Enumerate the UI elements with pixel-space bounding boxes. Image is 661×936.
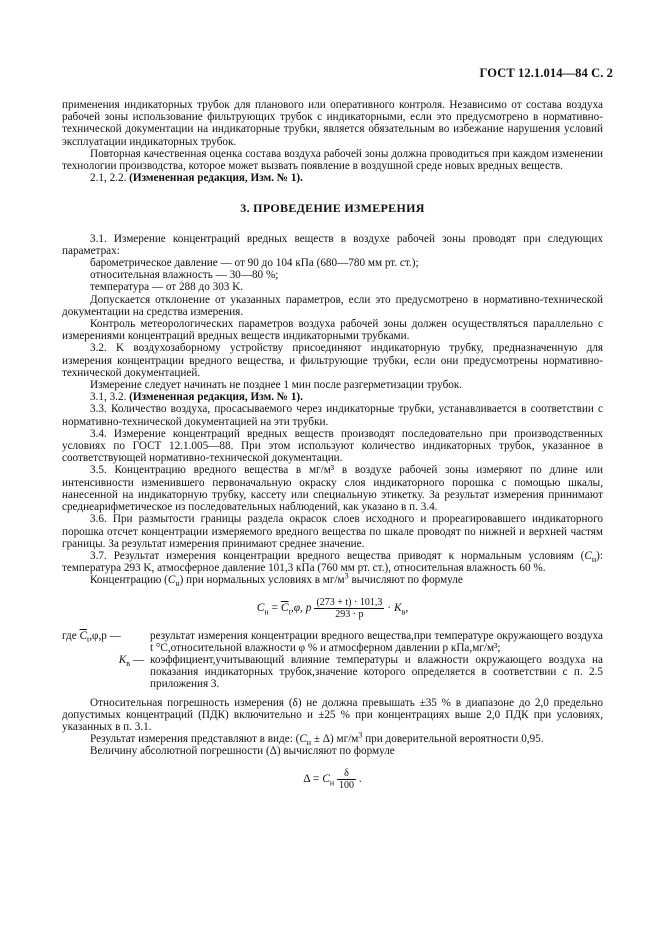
paragraph-abs-error: Величину абсолютной погрешности (Δ) вычисляют по формуле: [90, 745, 395, 758]
paragraph-3-3: 3.3. Количество воздуха, просасываемого через индикаторные трубки, устанавливается в соответствии с нормативно-технической документацией на эти трубки.: [62, 403, 603, 428]
paragraph-repeat-assessment: Повторная качественная оценка состава воздуха рабочей зоны должна проводиться при каждом изменении технологии производства, которое может вызвать появление в воздушной среде новых вредных веществ.: [62, 147, 603, 173]
document-body: [62, 99, 603, 801]
edit-note-bold: (Измененная редакция, Изм. № 1).: [129, 172, 303, 185]
page-header: ГОСТ 12.1.014—84 С. 2: [479, 66, 613, 80]
definition-term-kv: $K_в$ —: [118, 653, 144, 669]
edit-note-prefix: 3.1, 3.2.: [90, 391, 130, 404]
paragraph-result-form: Результат измерения представляют в виде: $(C_н \pm \Delta)$ $мг/м^3$ при доверительной вероятности 0,95.: [90, 730, 544, 748]
param-humidity: относительная влажность — 30—80 %;: [90, 269, 279, 282]
paragraph-3-2: 3.2. K воздухозаборному устройству присоединяют индикаторную трубку, предназначенную для измерения концентрации вредного вещества, и фильтрующие трубки, если они предусмотрены нормативно-технической документацией.: [62, 342, 603, 379]
paragraph-3-5: 3.5. Концентрацию вредного вещества в мг/м³ в воздухе рабочей зоны измеряют по длине или интенсивности изменившего первоначальную окраску слоя индикаторного порошка с помощью шкалы, нанесенной на индикаторную трубку, кассету или специальную этикетку. За результат измерения принимают среднеарифметическое из последовательных наблюдений, как указано в п. 3.4.: [62, 464, 603, 514]
paragraph-relative-error: Относительная погрешность измерения (δ) не должна превышать ±35 % в диапазоне до 2,0 предельно допустимых концентраций (ПДК) включительно и ±25 % при концентрациях выше 2,0 ПДК при условиях, указанных в п. 3.1.: [62, 696, 603, 733]
paragraph-continuation: применения индикаторных трубок для планового или оперативного контроля. Независимо от состава воздуха рабочей зоны использование фильтрующих трубок с индикаторными, если это предусмотрено в нормативно-технической документации на индикаторные трубки, является обязательным во избежание нарушения условий эксплуатации индикаторных трубок.: [62, 99, 603, 148]
paragraph-deviation: Допускается отклонение от указанных параметров, если это предусмотрено в нормативно-технической документации на средства измерения.: [62, 293, 603, 318]
formula-definitions: [62, 630, 603, 691]
definition-term-ct: где $\overline{C}_t,\varphi,p$ —: [62, 629, 121, 644]
param-temperature: температура — от 288 до 303 K.: [90, 281, 244, 294]
formula-abs-error: $\Delta = C_н$ $\frac{\delta}{100}$ .: [303, 767, 362, 791]
section-title: 3. ПРОВЕДЕНИЕ ИЗМЕРЕНИЯ: [240, 201, 425, 216]
paragraph-3-6: 3.6. При размытости границы раздела окрасок слоев исходного и прореагировавшего индикаторного порошка отсчет концентрации измеряемого вредного вещества по шкале проводят по нижней и верхней частям границы. За результат измерения принимают среднее значение.: [62, 513, 603, 550]
formula-fraction: $\frac{\delta}{100}$: [339, 767, 355, 791]
paragraph-meteo-control: Контроль метеорологических параметров воздуха рабочей зоны должен осуществляться параллельно с измерениями концентраций вредных веществ индикаторными трубками.: [62, 318, 603, 343]
formula-intro: Концентрацию $(C_н)$ при нормальных условиях в $мг/м^3$ вычисляют по формуле: [90, 571, 463, 589]
edit-note-prefix: 2.1, 2.2.: [90, 172, 130, 185]
edit-note-2-1-2-2: [62, 172, 603, 184]
param-pressure: барометрическое давление — от 90 до 104 кПа (680—780 мм рт. ст.);: [90, 257, 419, 270]
definition-desc-kv: коэффициент,учитывающий влияние температуры и влажности окружающего воздуха на показания индикаторных трубок,значение которого определяется в соответствии с п. 2.5 приложения 3.: [150, 653, 603, 691]
paragraph-3-7: 3.7. Результат измерения концентрации вредного вещества приводят к нормальным условиям $(C_н)$: температура 293 K, атмосферное давление 101,3 кПа (760 мм рт. ст.), относительная влажность 60 %.: [62, 549, 603, 575]
formula-normal-conditions: $C_н = \overline{C}_t,\varphi$, p $\frac{(273 + t) \cdot 101,3}{293 \cdot p}$ · $K_в$,: [256, 596, 409, 620]
formula-fraction: $\frac{(273 + t) \cdot 101,3}{293 \cdot p}$: [316, 596, 383, 620]
edit-note-bold: (Измененная редакция, Изм. № 1).: [129, 391, 303, 404]
paragraph-start-time: Измерение следует начинать не позднее 1 мин после разгерметизации трубок.: [90, 379, 463, 392]
paragraph-3-4: 3.4. Измерение концентраций вредных веществ производят последовательно при производственных условиях по ГОСТ 12.1.005—88. При этом используют количество индикаторных трубок, указанное в соответствующей нормативно-технической документации.: [62, 427, 603, 465]
definition-desc-ct: результат измерения концентрации вредного вещества,при температуре окружающего воздуха t °C,относительной влажности φ % и атмосферном давлении p кПа,мг/м³;: [150, 629, 603, 654]
paragraph-3-1: 3.1. Измерение концентраций вредных веществ в воздухе рабочей зоны проводят при следующих параметрах:: [62, 232, 603, 257]
edit-note-3-1-3-2: [62, 391, 603, 403]
